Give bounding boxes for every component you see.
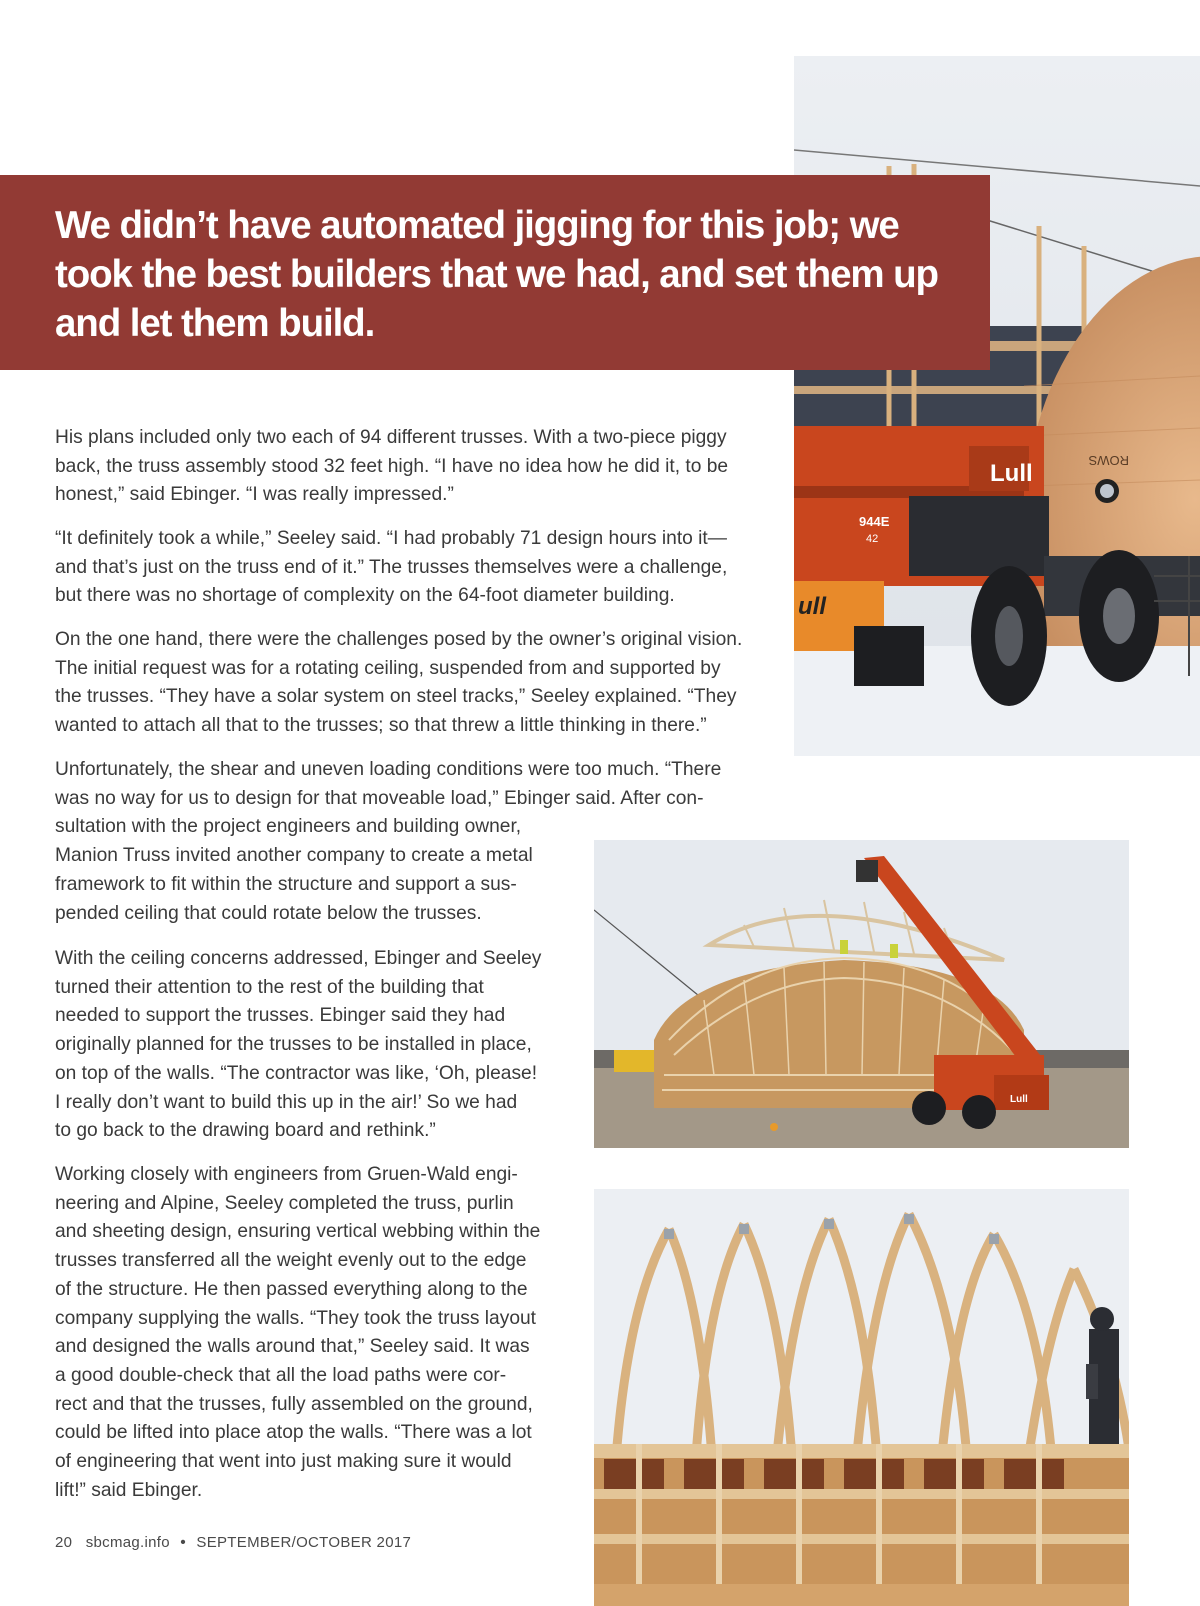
text-line: “It definitely took a while,” Seeley said. “I had probably 71 design hours into it— [55,528,727,549]
text-line: back, the truss assembly stood 32 feet high. “I have no idea how he did it, to be [55,455,729,477]
photo-arched-trusses [594,1189,1129,1606]
side-logo-text: ull [798,593,826,620]
text-line: On the one hand, there were the challenges posed by the owner’s original vision. [55,629,743,650]
dome-stencil-text: ROWS [1088,453,1129,468]
photo-telehandler-dome [794,56,1200,756]
text-line: turned their attention to the rest of the building that [55,976,484,998]
text-line: trusses transferred all the weight evenly out to the edge [55,1250,527,1272]
text-line: of the structure. He then passed everything along to the [55,1278,528,1300]
text-line: I really don’t want to build this up in the air!’ So we had [55,1091,518,1113]
text-line: rect and that the trusses, fully assembled on the ground, [55,1393,533,1415]
text-line: pended ceiling that could rotate below the trusses. [55,902,482,924]
text-line: Unfortunately, the shear and uneven loading conditions were too much. “There [55,759,722,780]
text-line: a good double-check that all the load paths were cor- [55,1364,507,1386]
unit-number-text: 42 [866,533,879,545]
text-line: company supplying the walls. “They took the truss layout [55,1307,536,1329]
text-line: neering and Alpine, Seeley completed the truss, purlin [55,1192,514,1214]
text-line: framework to fit within the structure and support a sus- [55,873,517,895]
text-line: sultation with the project engineers and building owner, [55,816,522,838]
model-number-text: 944E [859,514,890,529]
text-line: His plans included only two each of 94 different trusses. With a two-piece piggy [55,427,727,448]
text-line: Manion Truss invited another company to create a metal [55,845,533,867]
article-paragraph-5 [55,945,557,1146]
footer-separator: • [180,1534,186,1551]
text-line: lift!” said Ebinger. [55,1479,203,1501]
lull-logo-text: Lull [990,460,1033,487]
text-line: and sheeting design, ensuring vertical webbing within the [55,1221,541,1243]
text-line: and designed the walls around that,” Seeley said. It was [55,1336,530,1358]
text-line: needed to support the trusses. Ebinger said they had [55,1005,506,1027]
pull-quote-text: We didn’t have automated jigging for this job; we took the best builders that we had, and set them up and let them build. [55,204,938,345]
article-paragraph-6 [55,1161,557,1505]
text-line: could be lifted into place atop the walls. “There was a lot [55,1422,532,1444]
text-line: The initial request was for a rotating ceiling, suspended from and supported by [55,657,721,679]
footer-issue: SEPTEMBER/OCTOBER 2017 [196,1534,412,1551]
text-line: on top of the walls. “The contractor was like, ‘Oh, please! [55,1062,538,1084]
pull-quote-banner [0,175,990,370]
page-number: 20 [55,1534,73,1551]
text-line: With the ceiling concerns addressed, Ebinger and Seeley [55,948,542,969]
text-line: honest,” said Ebinger. “I was really impressed.” [55,484,454,506]
photo-truss-lift [594,840,1129,1148]
text-line: was no way for us to design for that moveable load,” Ebinger said. After con- [55,787,704,809]
text-line: but there was no shortage of complexity on the 64-foot diameter building. [55,585,675,607]
text-line: wanted to attach all that to the trusses; so that threw a little thinking in there.” [55,715,707,737]
text-line: and that’s just on the truss end of it.” The trusses themselves were a challenge, [55,556,728,578]
page-footer [55,1534,411,1551]
text-line: of engineering that went into just making sure it would [55,1451,512,1473]
footer-site: sbcmag.info [85,1534,170,1551]
lull-logo-text-mid: Lull [1010,1094,1028,1105]
text-line: originally planned for the trusses to be installed in place, [55,1034,532,1056]
text-line: Working closely with engineers from Gruen-Wald engi- [55,1164,518,1185]
article-paragraph-1 [55,424,758,510]
article-paragraph-3 [55,626,758,741]
text-line: to go back to the drawing board and rethink.” [55,1120,436,1142]
text-line: the trusses. “They have a solar system on steel tracks,” Seeley explained. “They [55,686,737,708]
article-paragraph-2 [55,525,758,611]
